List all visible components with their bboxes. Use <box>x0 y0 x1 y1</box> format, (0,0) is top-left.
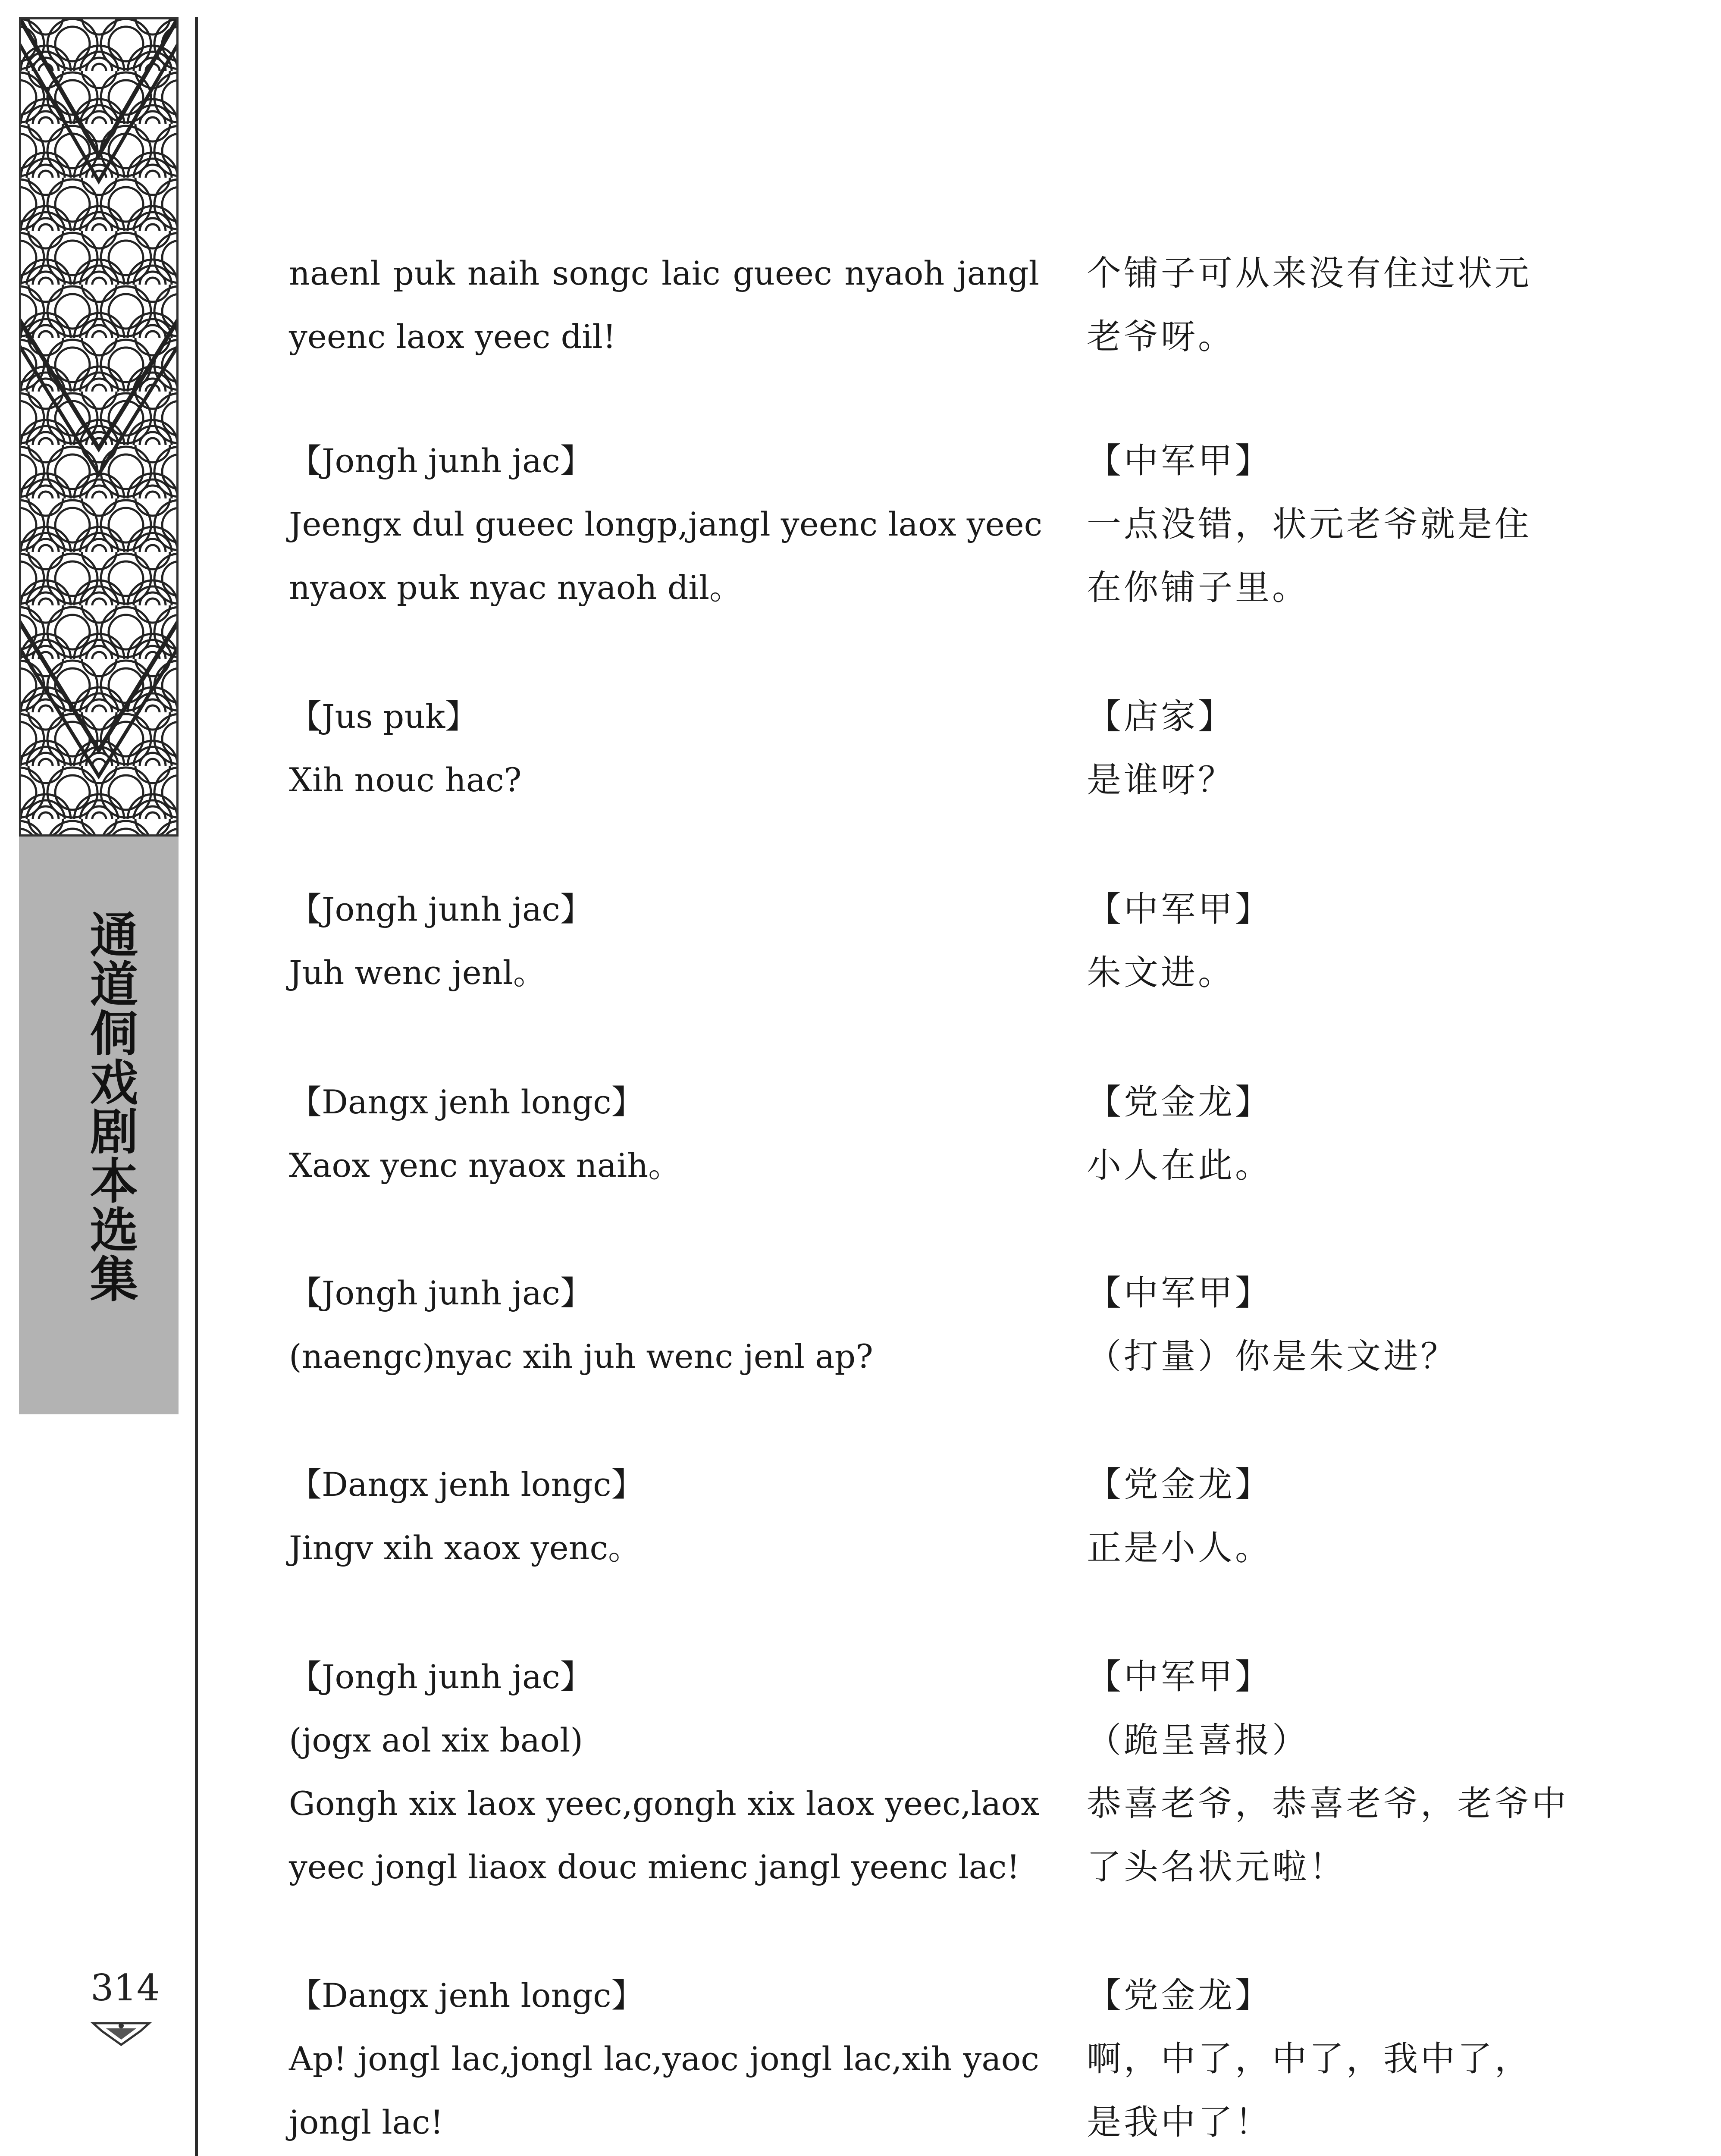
pinyin-line: (jogx aol xix baol) <box>289 1721 583 1759</box>
chinese-line: 个铺子可从来没有住过状元 <box>1087 253 1532 293</box>
pinyin-line: Xaox yenc nyaox naih。 <box>289 1146 681 1185</box>
chinese-line: 啊，中了，中了，我中了， <box>1087 2039 1532 2079</box>
pinyin-line: Jingv xih xaox yenc。 <box>289 1529 641 1567</box>
chinese-line: 了头名状元啦！ <box>1087 1847 1346 1887</box>
speaker-label: 【Jongh junh jac】 <box>289 1274 593 1312</box>
chinese-line: 在你铺子里。 <box>1087 567 1309 608</box>
chinese-line: 小人在此。 <box>1087 1145 1272 1185</box>
pinyin-line: Ap! jongl lac,jongl lac,yaoc jongl lac,xih yaoc <box>289 2040 1039 2078</box>
pinyin-line: Juh wenc jenl。 <box>289 953 546 992</box>
page-number: 314 <box>91 1967 160 2009</box>
speaker-label: 【党金龙】 <box>1087 1082 1272 1122</box>
chinese-line: （打量）你是朱文进？ <box>1087 1336 1458 1376</box>
speaker-label: 【Jongh junh jac】 <box>289 442 593 480</box>
speaker-label: 【中军甲】 <box>1087 1657 1272 1697</box>
chinese-line: 恭喜老爷，恭喜老爷，老爷中 <box>1087 1783 1569 1824</box>
speaker-label: 【中军甲】 <box>1087 889 1272 929</box>
speaker-label: 【党金龙】 <box>1087 1975 1272 2015</box>
chinese-line: 正是小人。 <box>1087 1528 1272 1568</box>
pinyin-line: Jeengx dul gueec longp,jangl yeenc laox yeec <box>289 505 1043 543</box>
speaker-label: 【Dangx jenh longc】 <box>289 1083 644 1121</box>
page-divider-line <box>195 17 198 2156</box>
speaker-label: 【Jongh junh jac】 <box>289 890 593 928</box>
speaker-label: 【店家】 <box>1087 696 1235 736</box>
speaker-label: 【党金龙】 <box>1087 1464 1272 1504</box>
series-title: 通道侗戏剧本选集 <box>82 910 138 1303</box>
speaker-label: 【Jongh junh jac】 <box>289 1658 593 1696</box>
pinyin-line: jongl lac! <box>289 2103 444 2141</box>
cloud-pattern-ornament <box>19 17 179 837</box>
speaker-label: 【中军甲】 <box>1087 1273 1272 1313</box>
speaker-label: 【Dangx jenh longc】 <box>289 1976 644 2015</box>
pinyin-line: nyaox puk nyac nyaoh dil。 <box>289 568 743 607</box>
pinyin-line: yeec jongl liaox douc mienc jangl yeenc lac! <box>289 1848 1020 1886</box>
pinyin-line: (naengc)nyac xih juh wenc jenl ap? <box>289 1337 873 1376</box>
pinyin-line: Xih nouc hac? <box>289 761 522 799</box>
chinese-line: 是谁呀？ <box>1087 760 1235 800</box>
speaker-label: 【Dangx jenh longc】 <box>289 1465 644 1504</box>
chinese-line: （跪呈喜报） <box>1087 1720 1309 1760</box>
series-title-block <box>19 837 179 1414</box>
chinese-line: 朱文进。 <box>1087 953 1235 993</box>
sidebar-decoration <box>19 17 179 1414</box>
page-number-ornament-icon <box>89 2018 154 2048</box>
chinese-line: 老爷呀。 <box>1087 317 1235 357</box>
chinese-line: 一点没错，状元老爷就是住 <box>1087 504 1532 544</box>
pinyin-line: yeenc laox yeec dil! <box>289 317 616 356</box>
speaker-label: 【Jus puk】 <box>289 697 478 736</box>
speaker-label: 【中军甲】 <box>1087 441 1272 481</box>
pinyin-line: naenl puk naih songc laic gueec nyaoh jangl <box>289 254 1039 292</box>
chinese-line: 是我中了！ <box>1087 2102 1272 2142</box>
pinyin-line: Gongh xix laox yeec,gongh xix laox yeec,laox <box>289 1784 1039 1823</box>
